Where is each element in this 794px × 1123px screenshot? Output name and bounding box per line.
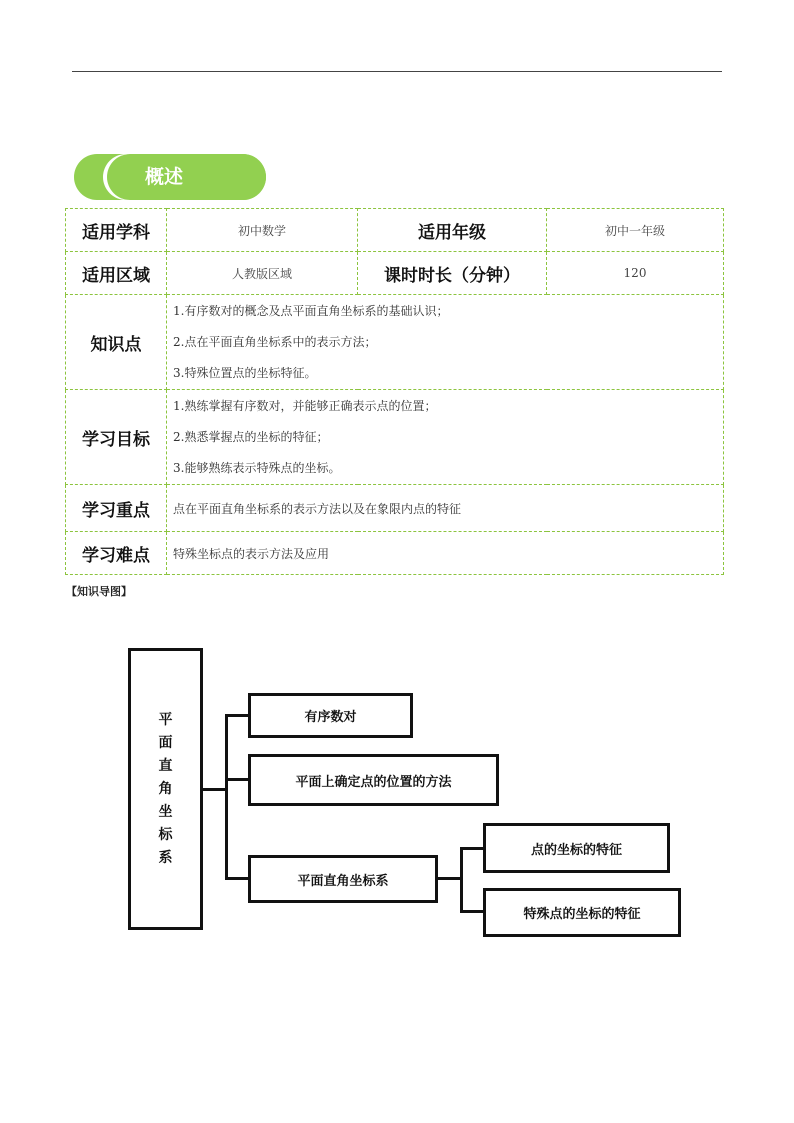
connector-line (460, 847, 484, 850)
connector-line (438, 877, 462, 880)
branch-position-method: 平面上确定点的位置的方法 (248, 754, 499, 806)
banner-inner-pill (107, 154, 266, 200)
leaf-special-point-features: 特殊点的坐标的特征 (483, 888, 681, 937)
header-rule (72, 71, 722, 72)
goal-item: 3.能够熟练表示特殊点的坐标。 (173, 460, 341, 475)
goal-item: 2.熟悉掌握点的坐标的特征； (173, 429, 329, 444)
difficulty-label: 学习难点 (66, 532, 167, 575)
knowledge-item: 3.特殊位置点的坐标特征。 (173, 365, 317, 380)
duration-value: 120 (547, 252, 724, 295)
grade-label: 适用年级 (358, 209, 547, 252)
section-banner (74, 154, 266, 200)
table-row (66, 252, 724, 295)
subject-label: 适用学科 (66, 209, 167, 252)
knowledge-item: 1.有序数对的概念及点平面直角坐标系的基础认识； (173, 303, 449, 318)
connector-line (225, 714, 228, 880)
region-value: 人教版区域 (167, 252, 358, 295)
root-char: 系 (158, 849, 173, 866)
branch-ordered-pair: 有序数对 (248, 693, 413, 738)
root-char: 面 (158, 734, 173, 751)
knowledge-item: 2.点在平面直角坐标系中的表示方法； (173, 334, 377, 349)
goal-item: 1.熟练掌握有序数对，并能够正确表示点的位置； (173, 398, 437, 413)
grade-value: 初中一年级 (547, 209, 724, 252)
banner-title: 概述 (145, 166, 184, 188)
table-row (66, 532, 724, 575)
mindmap-root (128, 648, 203, 930)
overview-table (65, 208, 724, 575)
root-char: 标 (158, 826, 173, 843)
table-row (66, 390, 724, 485)
connector-line (225, 778, 248, 781)
connector-line (460, 847, 463, 913)
branch-coordinate-system: 平面直角坐标系 (248, 855, 438, 903)
region-label: 适用区域 (66, 252, 167, 295)
root-char: 平 (158, 711, 173, 728)
connector-line (203, 788, 227, 791)
goals-label: 学习目标 (66, 390, 167, 485)
duration-label: 课时时长（分钟） (358, 252, 547, 295)
table-row (66, 209, 724, 252)
table-row (66, 485, 724, 532)
goals-items (167, 390, 724, 485)
leaf-point-features: 点的坐标的特征 (483, 823, 670, 873)
root-char: 直 (158, 757, 173, 774)
key-point-label: 学习重点 (66, 485, 167, 532)
connector-line (225, 714, 248, 717)
key-point-value: 点在平面直角坐标系的表示方法以及在象限内点的特征 (167, 485, 724, 532)
root-char: 角 (158, 780, 173, 797)
difficulty-value: 特殊坐标点的表示方法及应用 (167, 532, 724, 575)
root-char: 坐 (158, 803, 173, 820)
subject-value: 初中数学 (167, 209, 358, 252)
table-row (66, 295, 724, 390)
knowledge-label: 知识点 (66, 295, 167, 390)
connector-line (460, 910, 484, 913)
connector-line (225, 877, 248, 880)
mindmap-caption: 【知识导图】 (66, 585, 132, 598)
knowledge-items (167, 295, 724, 390)
